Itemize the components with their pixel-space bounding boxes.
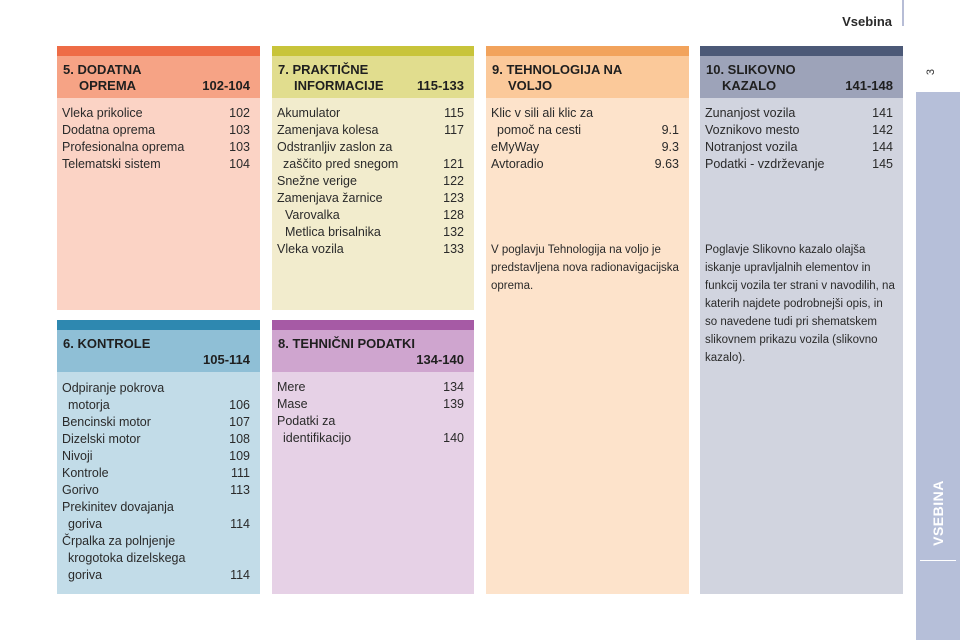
toc-entry-page: 144 (872, 140, 893, 154)
section-heading[interactable] (57, 56, 260, 98)
section-page-range: 134-140 (416, 352, 464, 367)
toc-entry-text: goriva (68, 517, 103, 531)
toc-entry-page: 104 (229, 157, 250, 171)
toc-entry[interactable] (277, 190, 464, 207)
toc-entry-page: 139 (443, 397, 464, 411)
toc-entry-text: motorja (68, 398, 110, 412)
toc-entry[interactable] (705, 139, 893, 156)
toc-entry-page: 133 (443, 242, 464, 256)
toc-entry-text: Prekinitev dovajanja (62, 500, 174, 514)
entry-list (62, 380, 250, 584)
toc-entry[interactable] (62, 397, 250, 414)
toc-entry[interactable] (277, 207, 464, 224)
toc-entry[interactable] (62, 105, 250, 122)
toc-entry-page: 114 (230, 517, 250, 531)
toc-entry-page: 123 (443, 191, 464, 205)
section-page-range: 141-148 (845, 78, 893, 93)
toc-entry-text: zaščito pred snegom (283, 157, 399, 171)
toc-entry-text: Zunanjost vozila (705, 106, 796, 120)
toc-entry[interactable] (62, 516, 250, 533)
toc-entry-page: 128 (443, 208, 464, 222)
toc-entry-page: 103 (229, 123, 250, 137)
section-title-line1: 8. TEHNIČNI PODATKI (278, 336, 415, 351)
toc-entry[interactable] (277, 122, 464, 139)
section-7-prakticne-informacije (272, 46, 474, 310)
toc-entry-text: eMyWay (491, 140, 540, 154)
toc-entry-text: Akumulator (277, 106, 341, 120)
entry-list (277, 105, 464, 258)
toc-entry[interactable] (62, 499, 250, 516)
toc-entry-text: Snežne verige (277, 174, 357, 188)
section-title-line1: 9. TEHNOLOGIJA NA (492, 62, 623, 77)
toc-entry-text: Avtoradio (491, 157, 544, 171)
toc-entry-text: Podatki za (277, 414, 336, 428)
toc-entry[interactable] (62, 567, 250, 584)
toc-entry[interactable] (277, 241, 464, 258)
section-stripe (57, 320, 260, 330)
page-header-title: Vsebina (842, 14, 892, 29)
toc-entry[interactable] (62, 431, 250, 448)
toc-entry[interactable] (62, 414, 250, 431)
toc-entry-page: 115 (444, 106, 464, 120)
toc-entry-text: Dodatna oprema (62, 123, 156, 137)
entry-list (62, 105, 250, 173)
toc-entry-text: Vleka vozila (277, 242, 344, 256)
section-stripe (486, 46, 689, 56)
toc-entry-text: Varovalka (285, 208, 340, 222)
toc-entry-text: Podatki - vzdrževanje (705, 157, 825, 171)
toc-entry-page: 145 (872, 157, 893, 171)
section-6-kontrole (57, 320, 260, 594)
toc-entry-page: 102 (229, 106, 250, 120)
section-title-line2: KAZALO (722, 78, 777, 93)
section-note: V poglavju Tehnologija na voljo je predstavljena nova radionavigacijska oprema. (491, 244, 679, 292)
toc-entry-text: Vleka prikolice (62, 106, 143, 120)
section-title-line2: OPREMA (79, 78, 137, 93)
toc-entry-page: 121 (443, 157, 464, 171)
toc-entry-page: 113 (230, 483, 250, 497)
toc-entry[interactable] (62, 448, 250, 465)
entry-list (705, 105, 893, 173)
toc-entry-page: 132 (443, 225, 464, 239)
section-page-range: 105-114 (203, 352, 250, 367)
toc-entry-text: Metlica brisalnika (285, 225, 381, 239)
toc-entry-text: identifikacijo (283, 431, 352, 445)
toc-entry-page: 117 (444, 123, 464, 137)
header-divider (902, 0, 904, 26)
toc-entry-page: 140 (443, 431, 464, 445)
toc-entry-text: Bencinski motor (62, 415, 151, 429)
toc-entry-text: Telematski sistem (62, 157, 161, 171)
section-title-line1: 5. DODATNA (63, 62, 142, 77)
toc-entry-text: Profesionalna oprema (62, 140, 185, 154)
toc-entry[interactable] (62, 380, 250, 397)
toc-entry-text: goriva (68, 568, 103, 582)
toc-entry-page: 109 (229, 449, 250, 463)
section-stripe (272, 46, 474, 56)
toc-entry-text: Dizelski motor (62, 432, 141, 446)
toc-entry[interactable] (62, 465, 250, 482)
side-tab[interactable] (921, 468, 955, 558)
toc-entry[interactable] (705, 105, 893, 122)
section-note: Poglavje Slikovno kazalo olajša iskanje upravljalnih elementov in funkcij vozila ter strani v navodilih, na katerih najdete podrobnejši opis, in so navedene tudi pri shematskem slikovnem prikazu vozila (slikovno kazalo). (705, 244, 895, 364)
toc-entry-text: krogotoka dizelskega (68, 551, 186, 565)
toc-entry-page: 9.3 (661, 140, 679, 154)
toc-entry-page: 107 (229, 415, 250, 429)
side-tab-underline (920, 560, 956, 561)
toc-entry-page: 106 (229, 398, 250, 412)
toc-entry[interactable] (62, 122, 250, 139)
side-tab-label: VSEBINA (930, 480, 947, 546)
section-5-dodatna-oprema (57, 46, 260, 310)
toc-entry-text: Klic v sili ali klic za (491, 106, 594, 120)
page-number: 3 (924, 68, 937, 76)
toc-entry-page: 9.1 (661, 123, 679, 137)
section-9-tehnologija-na-voljo (486, 46, 689, 594)
toc-entry[interactable] (277, 156, 464, 173)
toc-entry-text: Zamenjava kolesa (277, 123, 379, 137)
toc-entry[interactable] (277, 139, 464, 156)
toc-entry-text: Odpiranje pokrova (62, 381, 165, 395)
section-stripe (57, 46, 260, 56)
toc-entry[interactable] (277, 224, 464, 241)
toc-entry-text: Voznikovo mesto (705, 123, 800, 137)
toc-entry-page: 103 (229, 140, 250, 154)
section-page-range: 115-133 (417, 78, 464, 93)
section-10-slikovno-kazalo (700, 46, 903, 594)
section-heading[interactable] (272, 56, 474, 98)
toc-entry[interactable] (62, 550, 250, 567)
toc-entry[interactable] (705, 122, 893, 139)
toc-entry[interactable] (277, 173, 464, 190)
section-title-line1: 6. KONTROLE (63, 336, 151, 351)
toc-entry[interactable] (277, 105, 464, 122)
toc-entry-page: 134 (443, 380, 464, 394)
toc-entry[interactable] (491, 122, 679, 139)
toc-entry-text: Gorivo (62, 483, 99, 497)
toc-entry-text: pomoč na cesti (497, 123, 582, 137)
section-title-line1: 10. SLIKOVNO (706, 62, 796, 77)
toc-entry-text: Mase (277, 397, 308, 411)
toc-entry-text: Kontrole (62, 466, 109, 480)
toc-entry-text: Črpalka za polnjenje (62, 534, 176, 548)
toc-entry[interactable] (277, 396, 464, 413)
entry-list (277, 379, 464, 447)
toc-entry[interactable] (491, 105, 679, 122)
toc-entry-text: Zamenjava žarnice (277, 191, 383, 205)
section-page-range: 102-104 (202, 78, 250, 93)
toc-entry-page: 142 (872, 123, 893, 137)
section-heading[interactable] (700, 56, 903, 98)
section-title-line2: INFORMACIJE (294, 78, 384, 93)
toc-entry[interactable] (491, 156, 679, 173)
section-8-tehnicni-podatki (272, 320, 474, 594)
section-stripe (700, 46, 903, 56)
toc-entry[interactable] (491, 139, 679, 156)
toc-entry-page: 141 (872, 106, 893, 120)
toc-entry[interactable] (62, 482, 250, 499)
toc-entry-page: 111 (230, 466, 250, 480)
toc-entry[interactable] (62, 156, 250, 173)
section-heading[interactable] (486, 56, 689, 98)
toc-entry[interactable] (277, 430, 464, 447)
toc-entry[interactable] (62, 533, 250, 550)
toc-entry-page: 122 (443, 174, 464, 188)
entry-list (491, 105, 679, 173)
toc-entry[interactable] (277, 379, 464, 396)
section-heading[interactable] (272, 330, 474, 372)
toc-entry-text: Mere (277, 380, 306, 394)
toc-entry-page: 9.63 (654, 157, 679, 171)
section-stripe (272, 320, 474, 330)
toc-entry[interactable] (62, 139, 250, 156)
toc-entry[interactable] (705, 156, 893, 173)
section-title-line1: 7. PRAKTIČNE (278, 62, 369, 77)
toc-entry[interactable] (277, 413, 464, 430)
toc-entry-text: Notranjost vozila (705, 140, 798, 154)
toc-entry-text: Odstranljiv zaslon za (277, 140, 393, 154)
toc-entry-text: Nivoji (62, 449, 93, 463)
toc-entry-page: 108 (229, 432, 250, 446)
section-heading[interactable] (57, 330, 260, 372)
toc-entry-page: 114 (230, 568, 250, 582)
section-title-line2: VOLJO (508, 78, 553, 93)
